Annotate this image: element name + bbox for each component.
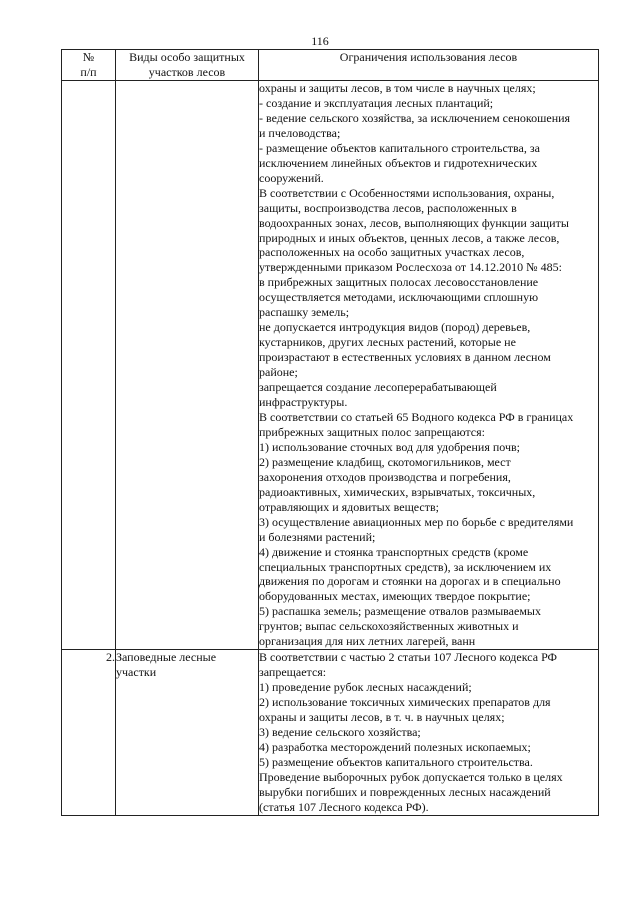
continuation-text-line: исключением линейных объектов и гидротехнических xyxy=(259,155,538,170)
continuation-text-line: расположенных на особо защитных участках лесов, xyxy=(259,245,525,260)
continuation-text-line: осуществляется методами, исключающими сплошную xyxy=(259,290,539,305)
forest-restrictions-table xyxy=(61,49,599,816)
row2-text-line: вырубки погибших и поврежденных лесных насаждений xyxy=(259,784,551,799)
continuation-text-line: специальных транспортных средств), за исключением их xyxy=(259,559,552,574)
continuation-text-line: распашку земель; xyxy=(259,305,350,320)
header-number-line2: п/п xyxy=(80,64,97,79)
header-restrictions: Ограничения использования лесов xyxy=(259,50,599,81)
continuation-text-line: кустарников, других лесных растений, которые не xyxy=(259,335,516,350)
continuation-text-line: грунтов; выпас сельскохозяйственных животных и xyxy=(259,619,519,634)
row2-text-line: В соответствии с частью 2 статьи 107 Лесного кодекса РФ xyxy=(259,650,558,665)
continuation-text-line: захоронения отходов производства и погребения, xyxy=(259,469,511,484)
continuation-text-line: произрастают в естественных условиях в данном лесном xyxy=(259,350,551,365)
continuation-text-line: радиоактивных, химических, взрывчатых, токсичных, xyxy=(259,484,536,499)
row2-text-line: охраны и защиты лесов, в т. ч. в научных целях; xyxy=(259,710,505,725)
continuation-restrictions-cell xyxy=(259,81,599,650)
header-area-type-line1: Виды особо защитных xyxy=(129,50,245,64)
table-row-continuation xyxy=(62,81,599,650)
continuation-text-line: охраны и защиты лесов, в том числе в научных целях; xyxy=(259,81,536,95)
continuation-text-line: В соответствии со статьей 65 Водного кодекса РФ в границах xyxy=(259,409,574,424)
continuation-text-line: прибрежных защитных полос запрещаются: xyxy=(259,424,485,439)
row2-area-type xyxy=(116,650,259,815)
continuation-text-line: водоохранных зонах, лесов, выполняющих функции защиты xyxy=(259,215,569,230)
continuation-text-line: организация для них летних лагерей, ванн xyxy=(259,634,476,649)
continuation-text-line: инфраструктуры. xyxy=(259,395,348,410)
continuation-text-line: 5) распашка земель; размещение отвалов размываемых xyxy=(259,604,541,619)
continuation-text-line: запрещается создание лесоперерабатывающей xyxy=(259,380,497,395)
continuation-text-line: 2) размещение кладбищ, скотомогильников, мест xyxy=(259,454,511,469)
header-number-line1: № xyxy=(82,50,95,64)
continuation-text-line: - ведение сельского хозяйства, за исключением сенокошения xyxy=(259,110,571,125)
continuation-text-line: утвержденными приказом Рослесхоза от 14.12.2010 № 485: xyxy=(259,260,562,275)
continuation-text-line: защиты, воспроизводства лесов, расположенных в xyxy=(259,200,517,215)
row2-text-line: 5) размещение объектов капитального строительства. xyxy=(259,754,533,769)
continuation-text-line: природных и иных объектов, ценных лесов, а также лесов, xyxy=(259,230,560,245)
continuation-text-line: в прибрежных защитных полосах лесовосстановление xyxy=(259,275,539,290)
row2-text-line: 2) использование токсичных химических препаратов для xyxy=(259,695,551,710)
header-area-type-line2: участков лесов xyxy=(148,64,226,79)
continuation-text-line: 4) движение и стоянка транспортных средств (кроме xyxy=(259,544,529,559)
row2-text-line: (статья 107 Лесного кодекса РФ). xyxy=(259,799,429,814)
header-number xyxy=(62,50,116,81)
header-area-type xyxy=(116,50,259,81)
continuation-text-line: не допускается интродукция видов (пород) деревьев, xyxy=(259,320,531,335)
continuation-text-line: В соответствии с Особенностями использования, охраны, xyxy=(259,185,555,200)
continuation-text-line: районе; xyxy=(259,365,298,380)
continuation-text-line: и пчеловодства; xyxy=(259,125,341,140)
table-header-row xyxy=(62,50,599,81)
continuation-text-line: 1) использование сточных вод для удобрения почв; xyxy=(259,439,521,454)
continuation-text-line: движения по дорогам и стоянки на дорогах и в специально xyxy=(259,574,561,589)
continuation-text-line: сооружений. xyxy=(259,170,324,185)
continuation-text-line: - создание и эксплуатация лесных плантаций; xyxy=(259,95,494,110)
row2-area-type-line2: участки xyxy=(116,665,157,680)
page-number: 116 xyxy=(311,34,329,48)
row2-restrictions-cell xyxy=(259,650,599,815)
row2-text-line: 1) проведение рубок лесных насаждений; xyxy=(259,680,472,695)
row2-number: 2. xyxy=(62,650,116,815)
continuation-text-line: оборудованных местах, имеющих твердое покрытие; xyxy=(259,589,531,604)
row2-area-type-line1: Заповедные лесные xyxy=(116,650,217,665)
row2-text-line: 3) ведение сельского хозяйства; xyxy=(259,724,421,739)
continuation-text-line: отравляющих и ядовитых веществ; xyxy=(259,499,439,514)
row2-text-line: Проведение выборочных рубок допускается только в целях xyxy=(259,769,563,784)
row2-text-line: запрещается: xyxy=(259,665,327,680)
continuation-number-cell xyxy=(62,81,116,650)
continuation-text-line: и болезнями растений; xyxy=(259,529,376,544)
continuation-text-line: 3) осуществление авиационных мер по борьбе с вредителями xyxy=(259,514,574,529)
continuation-type-cell xyxy=(116,81,259,650)
table-row-2 xyxy=(62,650,599,815)
continuation-text-line: - размещение объектов капитального строительства, за xyxy=(259,140,540,155)
row2-text-line: 4) разработка месторождений полезных ископаемых; xyxy=(259,739,531,754)
